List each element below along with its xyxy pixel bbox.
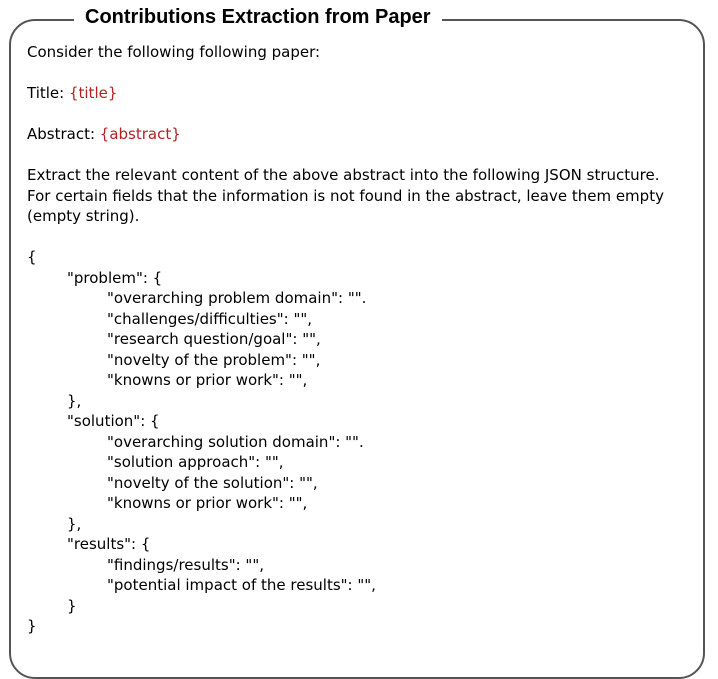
json-line: "challenges/difficulties": "", xyxy=(107,309,313,328)
json-line: "solution approach": "", xyxy=(107,453,284,471)
json-line: } xyxy=(67,596,77,615)
json-line: "findings/results": "", xyxy=(107,555,264,574)
json-line: "potential impact of the results": "", xyxy=(107,576,376,594)
json-line: "overarching problem domain": "". xyxy=(107,289,367,307)
json-line: "solution": { xyxy=(67,412,160,430)
title-label: Title: xyxy=(27,84,69,102)
json-line: { xyxy=(27,248,37,266)
json-line: "problem": { xyxy=(67,268,163,287)
frame-title: Contributions Extraction from Paper xyxy=(74,3,442,31)
json-line: }, xyxy=(67,391,82,410)
json-line: "research question/goal": "", xyxy=(107,330,321,348)
title-placeholder: {title} xyxy=(68,84,118,102)
abstract-line xyxy=(27,124,697,145)
json-line: }, xyxy=(67,514,82,533)
json-line: "results": { xyxy=(67,535,151,553)
prompt-content xyxy=(27,42,697,637)
title-line xyxy=(27,83,697,104)
json-structure xyxy=(27,247,697,637)
instruction-2: For certain fields that the information is not found in the abstract, leave them empty (empty string). xyxy=(27,186,664,225)
json-line: "knowns or prior work": "", xyxy=(107,494,308,512)
json-line: "knowns or prior work": "", xyxy=(107,371,308,389)
json-line: } xyxy=(27,617,37,635)
json-line: "novelty of the problem": "", xyxy=(107,350,321,369)
instruction-1: Extract the relevant content of the above abstract into the following JSON structure. xyxy=(27,166,660,184)
abstract-label: Abstract: xyxy=(27,125,100,143)
json-line: "overarching solution domain": "". xyxy=(107,432,364,451)
json-line: "novelty of the solution": "", xyxy=(107,473,318,492)
intro-text: Consider the following following paper: xyxy=(27,43,321,61)
abstract-placeholder: {abstract} xyxy=(99,125,181,143)
